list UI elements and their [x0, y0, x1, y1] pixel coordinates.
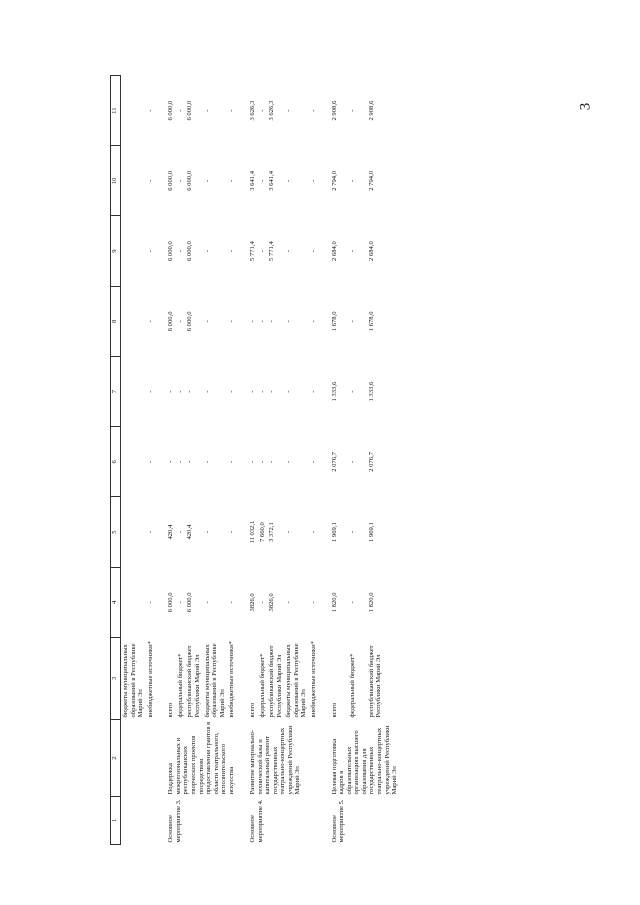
value-cell: 2 684,0	[330, 241, 338, 262]
value-cell: -	[203, 320, 211, 323]
value-cell: -	[176, 109, 184, 112]
value-cell: -	[146, 531, 154, 534]
value-cell	[121, 567, 146, 637]
value-cell	[121, 216, 146, 286]
value-cell: -	[309, 250, 317, 253]
value-cell: 3 641,4	[268, 170, 276, 191]
value-cell: -	[146, 109, 154, 112]
value-cell: 3826,0	[268, 593, 276, 612]
funding-source-cell: бюджеты муниципальных образований в Республике Марий Эл	[122, 643, 145, 718]
value-cell: -	[228, 460, 236, 463]
value-cell: -	[176, 179, 184, 182]
value-cell: 3 372,1	[268, 522, 276, 543]
activity-description-cell	[121, 720, 146, 797]
value-cell: -	[176, 320, 184, 323]
value-cell: 1 678,0	[367, 311, 375, 332]
funding-source-cell: всего	[248, 702, 256, 718]
value-cell: -	[309, 320, 317, 323]
value-cell: -	[228, 601, 236, 604]
spacer-cell	[237, 76, 248, 845]
funding-source-cell: всего	[330, 702, 338, 718]
value-cell: -	[258, 109, 266, 112]
value-cell: -	[258, 179, 266, 182]
header-row	[111, 76, 121, 845]
value-cell: -	[228, 390, 236, 393]
table-body	[121, 76, 400, 845]
budget-table	[110, 75, 400, 845]
value-cell: 3826,0	[248, 593, 256, 612]
value-cell: -	[268, 390, 276, 393]
value-cell: -	[349, 601, 357, 604]
value-cell: -	[228, 320, 236, 323]
value-cell: -	[349, 531, 357, 534]
value-cell: 1 333,6	[330, 381, 338, 402]
header-cell: 11	[111, 76, 121, 146]
value-cell: -	[176, 601, 184, 604]
funding-source-cell: бюджеты муниципальных образований в Республике Марий Эл	[203, 643, 226, 718]
activity-title-cell: Основное мероприятие 4.	[248, 799, 264, 843]
funding-source-cell: республиканский бюджет Республики Марий Эл	[268, 645, 283, 718]
value-cell: 6 000,0	[186, 241, 194, 262]
spacer-cell	[319, 76, 330, 845]
activity-title-cell	[121, 797, 146, 845]
value-cell: -	[228, 531, 236, 534]
value-cell: -	[309, 179, 317, 182]
funding-source-cell: республиканский бюджет Республики Марий Эл	[186, 645, 202, 718]
value-cell: -	[268, 460, 276, 463]
value-cell: 6 000,0	[167, 170, 175, 191]
funding-source-cell: федеральный бюджет*	[258, 653, 266, 718]
value-cell: -	[349, 320, 357, 323]
spacer-row	[319, 76, 330, 845]
header-cell: 9	[111, 216, 121, 286]
value-cell	[121, 497, 146, 567]
value-cell: -	[203, 250, 211, 253]
value-cell: 1 969,1	[330, 522, 338, 543]
activity-description-cell: Целевая подготовка кадров в образовательных организациях высшего образования для государственных театрально-концертных учреждений Республики Марий Эл	[330, 725, 399, 795]
value-cell: -	[146, 320, 154, 323]
value-cell: -	[203, 531, 211, 534]
funding-source-cell: бюджеты муниципальных образований в Республике Марий Эл	[285, 643, 308, 718]
value-cell: -	[285, 320, 293, 323]
value-cell: -	[203, 109, 211, 112]
value-cell: 1 333,6	[367, 381, 375, 402]
value-cell: -	[176, 460, 184, 463]
value-cell: -	[248, 390, 256, 393]
spacer-row	[155, 76, 166, 845]
value-cell: -	[228, 250, 236, 253]
page-number: 3	[577, 102, 594, 111]
value-cell: -	[285, 250, 293, 253]
value-cell: -	[309, 460, 317, 463]
activity-title-cell: Основное мероприятие 3.	[167, 799, 182, 843]
value-cell: 2 076,7	[330, 451, 338, 472]
activity-description-cell	[146, 720, 156, 797]
activity-title-cell: Основное мероприятие 5.	[330, 799, 346, 843]
value-cell: 5 771,4	[248, 241, 256, 262]
table-row	[166, 76, 176, 845]
value-cell: -	[349, 460, 357, 463]
value-cell: -	[285, 601, 293, 604]
value-cell: 420,4	[167, 524, 175, 540]
value-cell: -	[146, 601, 154, 604]
value-cell: -	[203, 179, 211, 182]
funding-source-cell: всего	[167, 702, 175, 718]
value-cell: 2 794,0	[367, 170, 375, 191]
header-cell: 2	[111, 720, 121, 797]
value-cell: 6 000,0	[167, 592, 175, 613]
header-cell: 7	[111, 357, 121, 427]
value-cell	[121, 357, 146, 427]
value-cell: -	[258, 250, 266, 253]
rotated-table-container	[110, 75, 510, 845]
value-cell: 1 969,1	[367, 522, 375, 543]
funding-source-cell: внебюджетные источники*	[146, 641, 154, 718]
value-cell: -	[248, 460, 256, 463]
value-cell: 6 000,0	[186, 311, 194, 332]
value-cell: -	[186, 390, 194, 393]
value-cell: -	[258, 320, 266, 323]
value-cell: -	[203, 460, 211, 463]
activity-title-cell	[146, 797, 156, 845]
table-row	[146, 76, 156, 845]
value-cell: 1 820,0	[367, 592, 375, 613]
value-cell: -	[285, 109, 293, 112]
value-cell: 6 000,0	[186, 100, 194, 121]
value-cell: 3 641,4	[248, 170, 256, 191]
value-cell	[121, 286, 146, 356]
value-cell: -	[248, 320, 256, 323]
header-cell: 3	[111, 638, 121, 720]
value-cell: -	[285, 179, 293, 182]
value-cell: -	[349, 250, 357, 253]
table-row	[248, 76, 258, 845]
funding-source-cell: республиканский бюджет Республики Марий Эл	[367, 645, 383, 718]
value-cell: -	[268, 320, 276, 323]
value-cell: -	[167, 390, 175, 393]
spacer-row	[237, 76, 248, 845]
value-cell: 420,4	[186, 524, 194, 540]
value-cell: 6 000,0	[167, 100, 175, 121]
value-cell: -	[146, 179, 154, 182]
value-cell: -	[167, 460, 175, 463]
value-cell: -	[349, 390, 357, 393]
value-cell: -	[176, 531, 184, 534]
value-cell: -	[285, 531, 293, 534]
activity-description-cell: Развитие материально-технической базы и капитальный ремонт государственных театрально-концертных учреждений Республики Марий Эл	[248, 725, 302, 795]
value-cell: 3 626,3	[248, 100, 256, 121]
value-cell: -	[176, 390, 184, 393]
value-cell: -	[258, 460, 266, 463]
value-cell: -	[176, 250, 184, 253]
value-cell: -	[309, 601, 317, 604]
value-cell: 3 626,3	[268, 100, 276, 121]
value-cell: 5 771,4	[268, 241, 276, 262]
header-cell: 4	[111, 567, 121, 637]
value-cell: -	[349, 109, 357, 112]
funding-source-cell: федеральный бюджет*	[176, 653, 184, 718]
value-cell: -	[285, 460, 293, 463]
header-cell: 8	[111, 286, 121, 356]
value-cell: -	[309, 390, 317, 393]
value-cell: 11 032,1	[248, 520, 256, 544]
value-cell: -	[146, 390, 154, 393]
value-cell: 2 076,7	[367, 451, 375, 472]
value-cell: -	[309, 531, 317, 534]
value-cell: -	[258, 601, 266, 604]
value-cell	[121, 427, 146, 497]
funding-source-cell: внебюджетные источники*	[228, 641, 236, 718]
table-row	[330, 76, 349, 845]
value-cell: -	[228, 179, 236, 182]
value-cell: 2 908,6	[330, 100, 338, 121]
value-cell: -	[203, 601, 211, 604]
value-cell: -	[186, 460, 194, 463]
value-cell: 2 908,6	[367, 100, 375, 121]
value-cell: 7 660,0	[258, 522, 266, 543]
table-row	[121, 76, 146, 845]
value-cell: -	[228, 109, 236, 112]
value-cell: -	[349, 179, 357, 182]
funding-source-cell: федеральный бюджет*	[349, 653, 357, 718]
header-cell: 5	[111, 497, 121, 567]
header-cell: 6	[111, 427, 121, 497]
value-cell: 1 678,0	[330, 311, 338, 332]
header-cell: 10	[111, 146, 121, 216]
value-cell	[121, 76, 146, 146]
value-cell: 6 000,0	[186, 170, 194, 191]
value-cell: 2 794,0	[330, 170, 338, 191]
value-cell: -	[146, 250, 154, 253]
value-cell: 6 000,0	[186, 592, 194, 613]
spacer-cell	[155, 76, 166, 845]
value-cell: 1 820,0	[330, 592, 338, 613]
value-cell: 6 000,0	[167, 241, 175, 262]
value-cell: -	[285, 390, 293, 393]
value-cell: 2 684,0	[367, 241, 375, 262]
value-cell: -	[203, 390, 211, 393]
activity-description-cell: Поддержка межрегиональных и республиканских творческих проектов посредством предоставления грантов в области театрального, исполнительского искусства	[167, 721, 235, 795]
value-cell	[121, 146, 146, 216]
value-cell: 6 000,0	[167, 311, 175, 332]
header-cell: 1	[111, 797, 121, 845]
value-cell: -	[309, 109, 317, 112]
value-cell: -	[146, 460, 154, 463]
funding-source-cell: внебюджетные источники*	[309, 641, 317, 718]
value-cell: -	[258, 390, 266, 393]
